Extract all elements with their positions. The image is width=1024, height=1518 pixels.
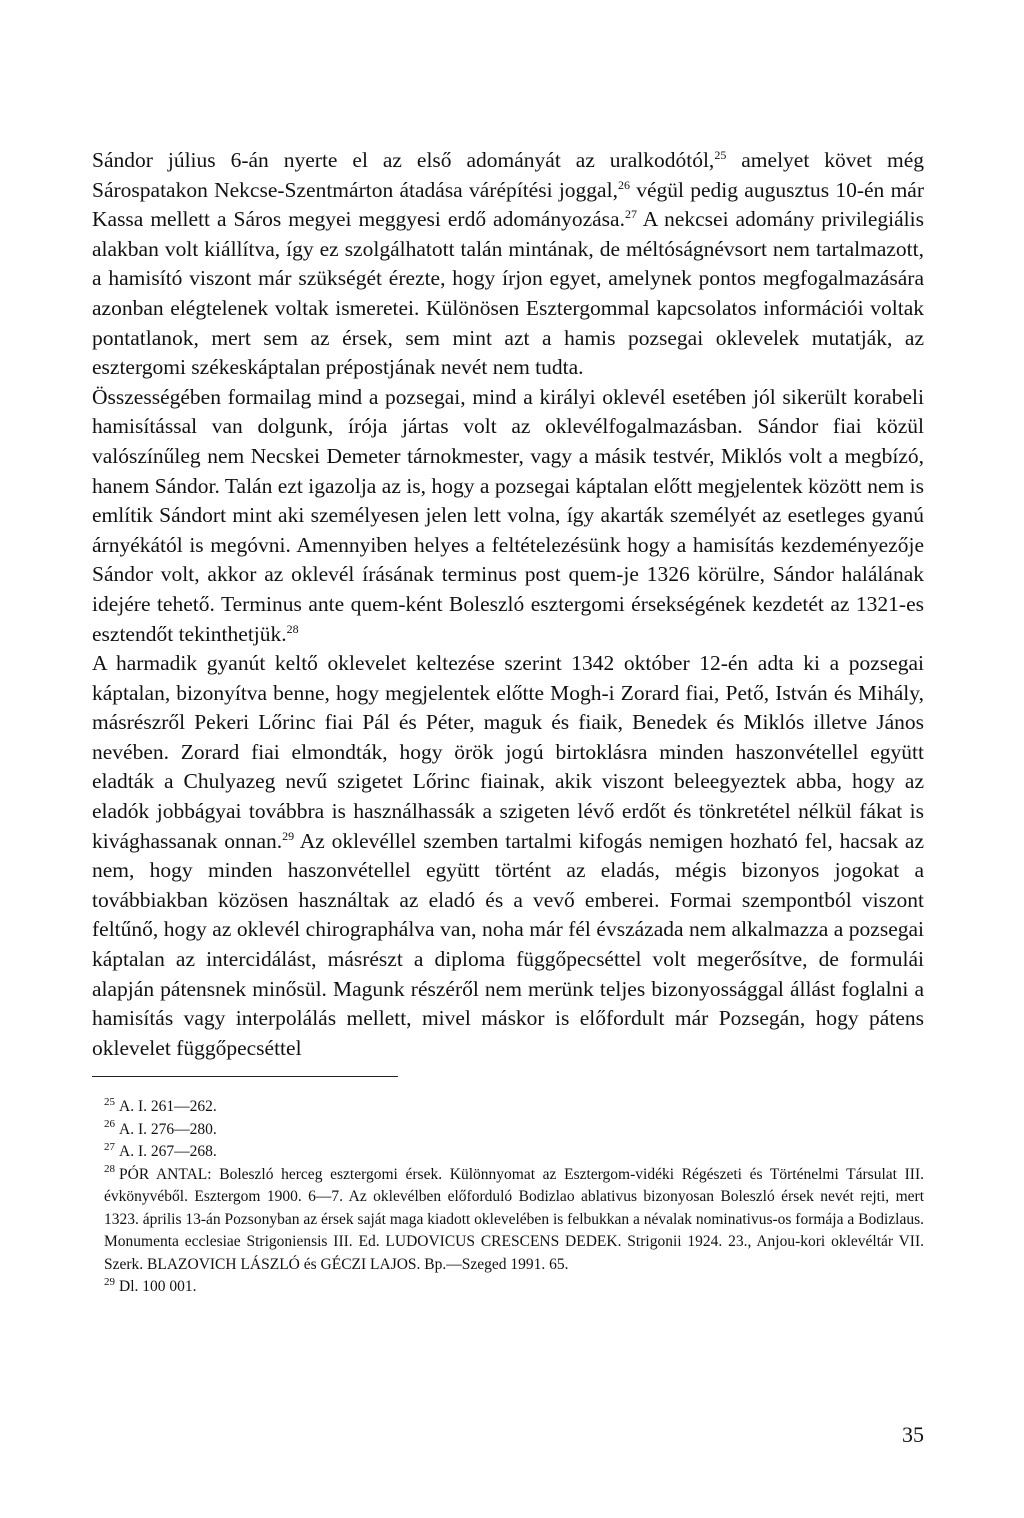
footnote-text: Dl. 100 001. — [119, 1278, 197, 1295]
footnote-number: 26 — [104, 1118, 115, 1131]
footnote-number: 29 — [104, 1275, 115, 1288]
footnote-text: A. I. 276—280. — [119, 1120, 217, 1138]
footnote-text: A. I. 267—268. — [119, 1143, 217, 1160]
paragraph — [92, 146, 924, 383]
page-number: 35 — [902, 1422, 924, 1447]
footnote-number: 28 — [104, 1163, 115, 1176]
main-text — [92, 146, 924, 1063]
footnote — [104, 1276, 924, 1299]
paragraph-text: Sándor július 6-án nyerte el az első adományát az uralkodótól, — [92, 148, 715, 172]
paragraph-text: Az oklevéllel szemben tartalmi kifogás nemigen hozható fel, hacsak az nem, hogy minden haszonvétellel együtt történt az eladás, mégis bizonyos jogokat a továbbiakban közösen használtak az eladó és a vevő emberei. Formai szempontból viszont feltűnő, hogy az oklevél chirographálva van, noha már fél évszázada nem alkalmazza a pozsegai káptalan az intercidálást, másrészt a diploma függőpecséttel volt megerősítve, de formulái alapján pátensnek minősül. Magunk részéről nem merünk teljes bizonyossággal állást foglalni a hamisítás vagy interpolálás mellett, mivel máskor is előfordult már Pozsegán, hogy pátens oklevelet függőpecséttel — [92, 828, 924, 1060]
footnote-divider — [92, 1076, 398, 1077]
paragraph-text: végül pedig augusztus 10-én már Kassa mellett a Sáros megyei meggyesi erdő adományozása. — [92, 177, 924, 232]
footnote-reference: 28 — [286, 621, 299, 636]
footnote-reference: 29 — [282, 828, 295, 843]
paragraph-text: Összességében formailag mind a pozsegai, mind a királyi oklevél esetében jól sikerült korabeli hamisítással van dolgunk, írója jártas volt az oklevélfogalmazásban. Sándor fiai közül valószínűleg nem Necskei Demeter tárnokmester, vagy a másik testvér, Miklós volt a megbízó, hanem Sándor. Talán ezt igazolja az is, hogy a pozsegai káptalan előtt megjelentek között nem is említik Sándort mint aki személyesen jelen lett volna, így akarták személyét az esetleges gyanú árnyékától is megóvni. Amennyiben helyes a feltételezésünk hogy a hamisítás kezdeményezője Sándor volt, akkor az oklevél írásának terminus post quem-je 1326 körülre, Sándor halálának idejére tehető. Terminus ante quem-ként Boleszló esztergomi érsekségének kezdetét az 1321-es esztendőt tekinthetjük. — [92, 384, 924, 646]
footnote-reference: 26 — [617, 177, 630, 192]
paragraph-text: A nekcsei adomány privilegiális alakban volt kiállítva, így ez szolgálhatott talán mintának, de méltóságnévsort nem tartalmazott, a hamisító viszont már szükségét érezte, hogy írjon egyet, amelynek pontos megfogalmazására azonban elégtelenek voltak ismeretei. Különösen Esztergommal kapcsolatos információi voltak pontatlanok, mert sem az érsek, sem mint azt a hamis pozsegai oklevelek mutatják, az esztergomi székeskáptalan prépostjának nevét nem tudta. — [92, 207, 924, 380]
footnote-reference: 25 — [714, 147, 727, 162]
footnote-number: 25 — [104, 1095, 115, 1108]
footnote — [104, 1096, 924, 1119]
paragraph-text: A harmadik gyanút keltő oklevelet keltezése szerint 1342 október 12-én adta ki a pozsegai káptalan, bizonyítva benne, hogy megjelentek előtte Mogh-i Zorard fiai, Pető, István és Mihály, másrészről Pekeri Lőrinc fiai Pál és Péter, maguk és fiaik, Benedek és Miklós illetve János nevében. Zorard fiai elmondták, hogy örök jogú birtoklásra minden haszonvétellel együtt eladták a Chulyazeg nevű szigetet Lőrinc fiainak, akik viszont beleegyeztek abba, hogy az eladók jobbágyai továbbra is használhassák a szigeten lévő erdőt és tönkretétel nélkül fákat is kivághassanak onnan. — [92, 651, 924, 853]
footnote-reference: 27 — [624, 207, 637, 222]
footnote-number: 27 — [104, 1140, 115, 1153]
footnote-text: PÓR ANTAL: Boleszló herceg esztergomi érsek. Különnyomat az Esztergom-vidéki Régészeti és Történelmi Társulat III. évkönyvéből. Esztergom 1900. 6—7. Az oklevélben előforduló Bodizlao ablativus bizonyosan Boleszló érsek nevét rejti, mert 1323. április 13-án Pozsonyban az érsek saját maga kiadott oklevelében is felbukkan a névalak nominativus-os formája a Bodizlaus. Monumenta ecclesiae Strigoniensis III. Ed. LUDOVICUS CRESCENS DEDEK. Strigonii 1924. 23., Anjou-kori oklevéltár VII. Szerk. BLAZOVICH LÁSZLÓ és GÉCZI LAJOS. Bp.—Szeged 1991. 65. — [104, 1165, 924, 1273]
paragraph — [92, 383, 924, 649]
footnote — [104, 1141, 924, 1164]
paragraph-text: amelyet követ még Sárospatakon Nekcse-Szentmárton átadása várépítési joggal, — [92, 148, 924, 202]
footnote-text: A. I. 261—262. — [119, 1098, 217, 1115]
footnote — [104, 1119, 924, 1142]
footnote — [104, 1164, 924, 1277]
footnotes — [104, 1096, 924, 1299]
paragraph — [92, 649, 924, 1063]
